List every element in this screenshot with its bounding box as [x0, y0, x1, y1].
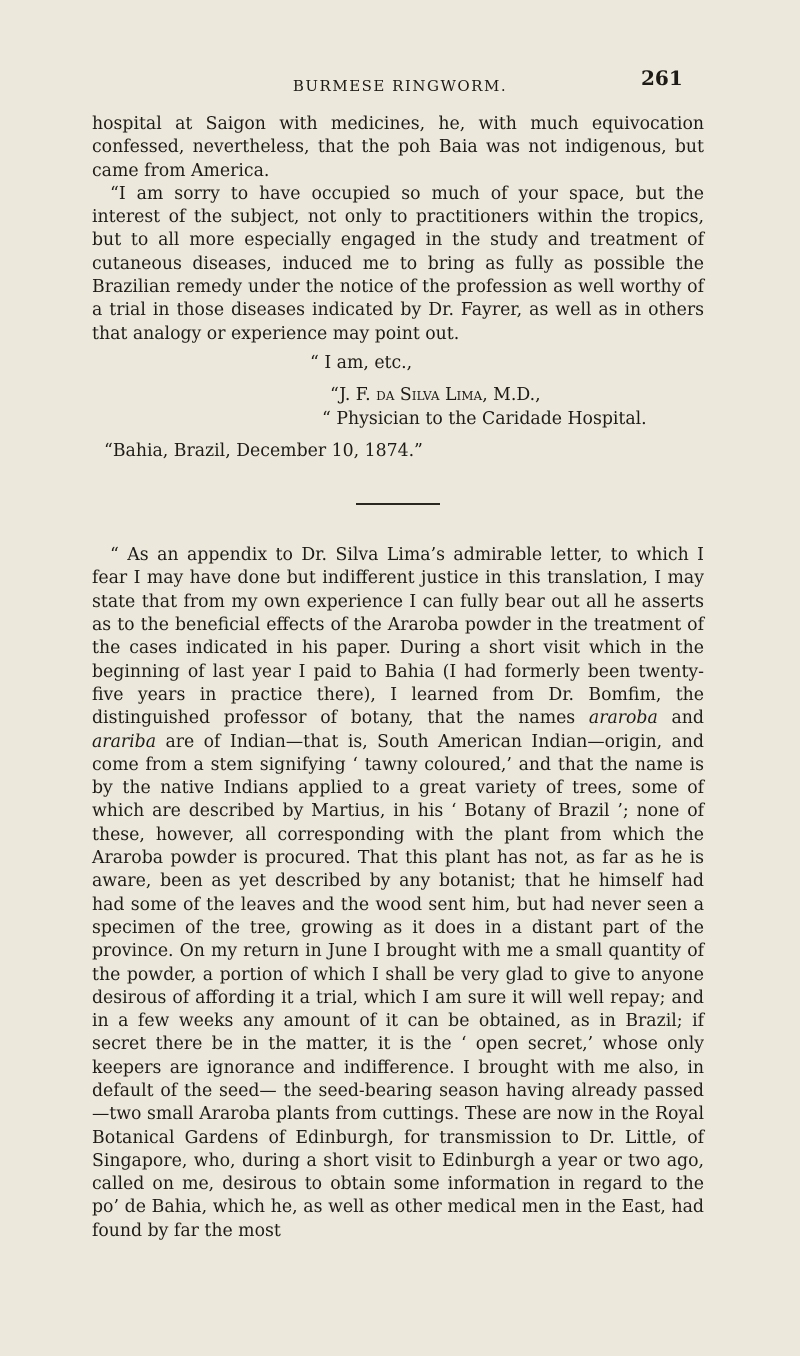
appendix-paragraph	[92, 544, 704, 1243]
appendix-and: and	[657, 708, 704, 729]
signature-prefix: “J. F.	[330, 385, 377, 406]
letter-paragraph-2: “I am sorry to have occupied so much of your space, but the interest of the subject, not only to practitioners within the tropics, but to all more especially engaged in the study and treatment of cutaneous diseases, induced me to bring as fully as possible the Brazilian remedy under the notice of the profession as well worthy of a trial in those diseases indicated by Dr. Fayrer, as well as in others that analogy or experience may point out.	[92, 183, 704, 344]
signature-name: da Silva Lima	[376, 385, 483, 406]
letter-signature	[92, 384, 704, 407]
page-body	[92, 113, 704, 1243]
appendix-text-1: “ As an appendix to Dr. Silva Lima’s admirable letter, to which I fear I may have done but indifferent justice in this translation, I may state that from my own experience I can fully bear out all he asserts as to the beneficial effects of the Araroba powder in the treatment of the cases indicated in his paper. During a short visit which in the beginning of last year I paid to Bahia (I had formerly been twenty-five years in practice there), I learned from Dr. Bomfim, the distinguished professor of botany, that the names	[92, 545, 704, 729]
running-head: BURMESE RINGWORM.	[292, 77, 508, 95]
letter-place-date: “Bahia, Brazil, December 10, 1874.”	[104, 440, 423, 461]
page-number: 261	[641, 66, 683, 90]
signature-title: “ Physician to the Caridade Hospital.	[322, 408, 647, 429]
letter-paragraph-1: hospital at Saigon with medicines, he, with much equivocation confessed, nevertheless, that the poh Baia was not indigenous, but came from America.	[92, 114, 704, 181]
appendix-text-2: are of Indian—that is, South American Indian—origin, and come from a stem signifying ‘ tawny coloured,’ and that the name is by the native Indians applied to a great variety of trees, some of which are described by Martius, in his ‘ Botany of Brazil ’; none of these, however, all corresponding with the plant from which the Araroba powder is procured. That this plant has not, as far as he is aware, been as yet described by any botanist; that he himself had had some of the leaves and the wood sent him, but had never seen a specimen of the tree, growing as it does in a distant part of the province. On my return in June I brought with me a small quantity of the powder, a portion of which I shall be very glad to give to anyone desirous of affording it a trial, which I am sure it will well repay; and in a few weeks any amount of it can be obtained, as in Brazil; if secret there be in the matter, it is the ‘ open secret,’ whose only keepers are ignorance and indifference. I brought with me also, in default of the seed— the seed-bearing season having already passed—two small Araroba plants from cuttings. These are now in the Royal Botanical Gardens of Edinburgh, for transmission to Dr. Little, of Singapore, who, during a short visit to Edinburgh a year or two ago, called on me, desirous to obtain some information in regard to the po’ de Bahia, which he, as well as other medical men in the East, had found by far the most	[92, 731, 704, 1241]
letter-closing: “ I am, etc.,	[310, 352, 413, 373]
signature-suffix: , M.D.,	[482, 385, 541, 406]
term-araroba: araroba	[588, 708, 658, 729]
section-divider	[356, 503, 440, 505]
term-arariba: arariba	[92, 731, 157, 752]
